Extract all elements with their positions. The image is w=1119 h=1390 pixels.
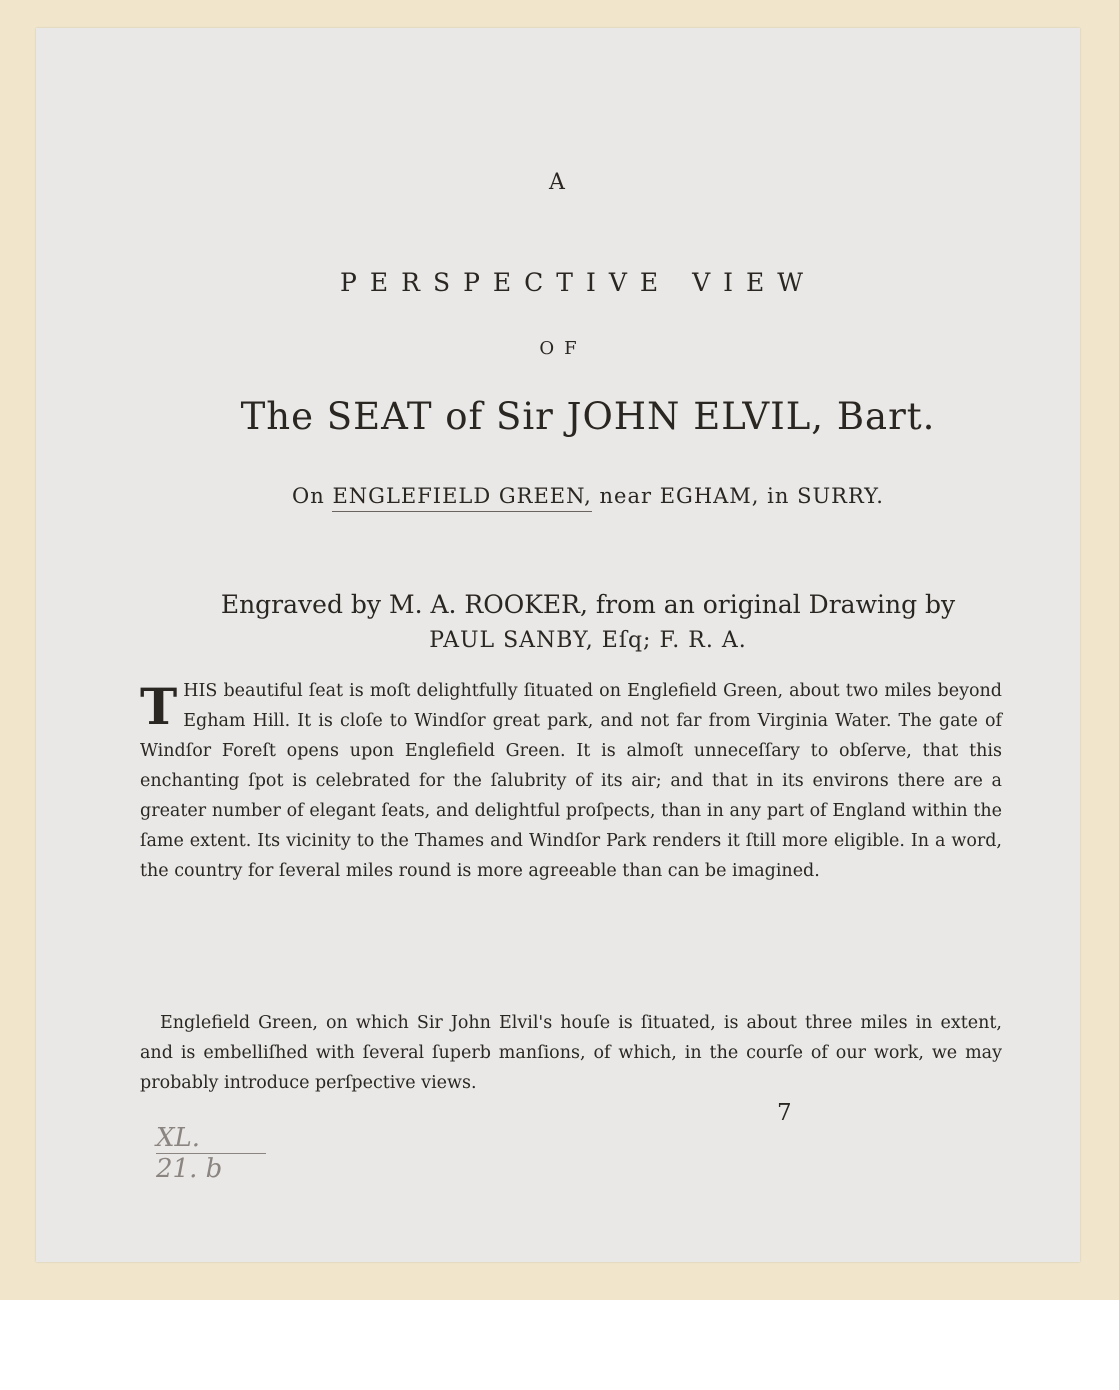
heading-perspective-view: PERSPECTIVE VIEW — [340, 268, 816, 297]
location-line — [36, 484, 1080, 508]
location-name: ENGLEFIELD GREEN, — [332, 484, 591, 512]
drop-cap: T — [140, 677, 178, 736]
artist-line: PAUL SANBY, Eſq; F. R. A. — [429, 628, 747, 653]
paragraph-1 — [140, 676, 1002, 886]
paragraph-1-text: HIS beautiful ſeat is moſt delightfully ſituated on Englefield Green, about two miles beyond Egham Hill. It is cloſe to Windſor great park, and not far from Virginia Water. The gate of Windſor Foreſt opens upon Englefield Green. It is almoſt unneceſſary to obſerve, that this enchanting ſpot is celebrated for the ſalubrity of its air; and that in its environs there are a greater number of elegant ſeats, and delightful proſpects, than in any part of England within the ſame extent. Its vicinity to the Thames and Windſor Park renders it ſtill more eligible. In a word, the country for ſeveral miles round is more agreeable than can be imagined. — [140, 681, 1002, 881]
paragraph-2: Englefield Green, on which Sir John Elvil's houſe is ſituated, is about three miles in extent, and is embelliſhed with ſeveral ſuperb manſions, of which, in the courſe of our work, we may probably introduce perſpective views. — [140, 1013, 1002, 1093]
location-suffix: near EGHAM, in SURRY. — [599, 484, 884, 508]
shelfmark-top: XL. — [156, 1123, 266, 1154]
heading-seat: The SEAT of Sir JOHN ELVIL, Bart. — [240, 395, 936, 438]
shelfmark-bottom: 21. b — [156, 1154, 223, 1184]
page-number: 7 — [777, 1100, 792, 1126]
heading-of: OF — [539, 338, 587, 359]
heading-a: A — [549, 170, 567, 195]
location-prefix: On — [292, 484, 325, 508]
document-page — [36, 28, 1080, 1262]
engraved-line: Engraved by M. A. ROOKER, from an original Drawing by — [220, 590, 956, 619]
shelfmark — [156, 1123, 266, 1184]
